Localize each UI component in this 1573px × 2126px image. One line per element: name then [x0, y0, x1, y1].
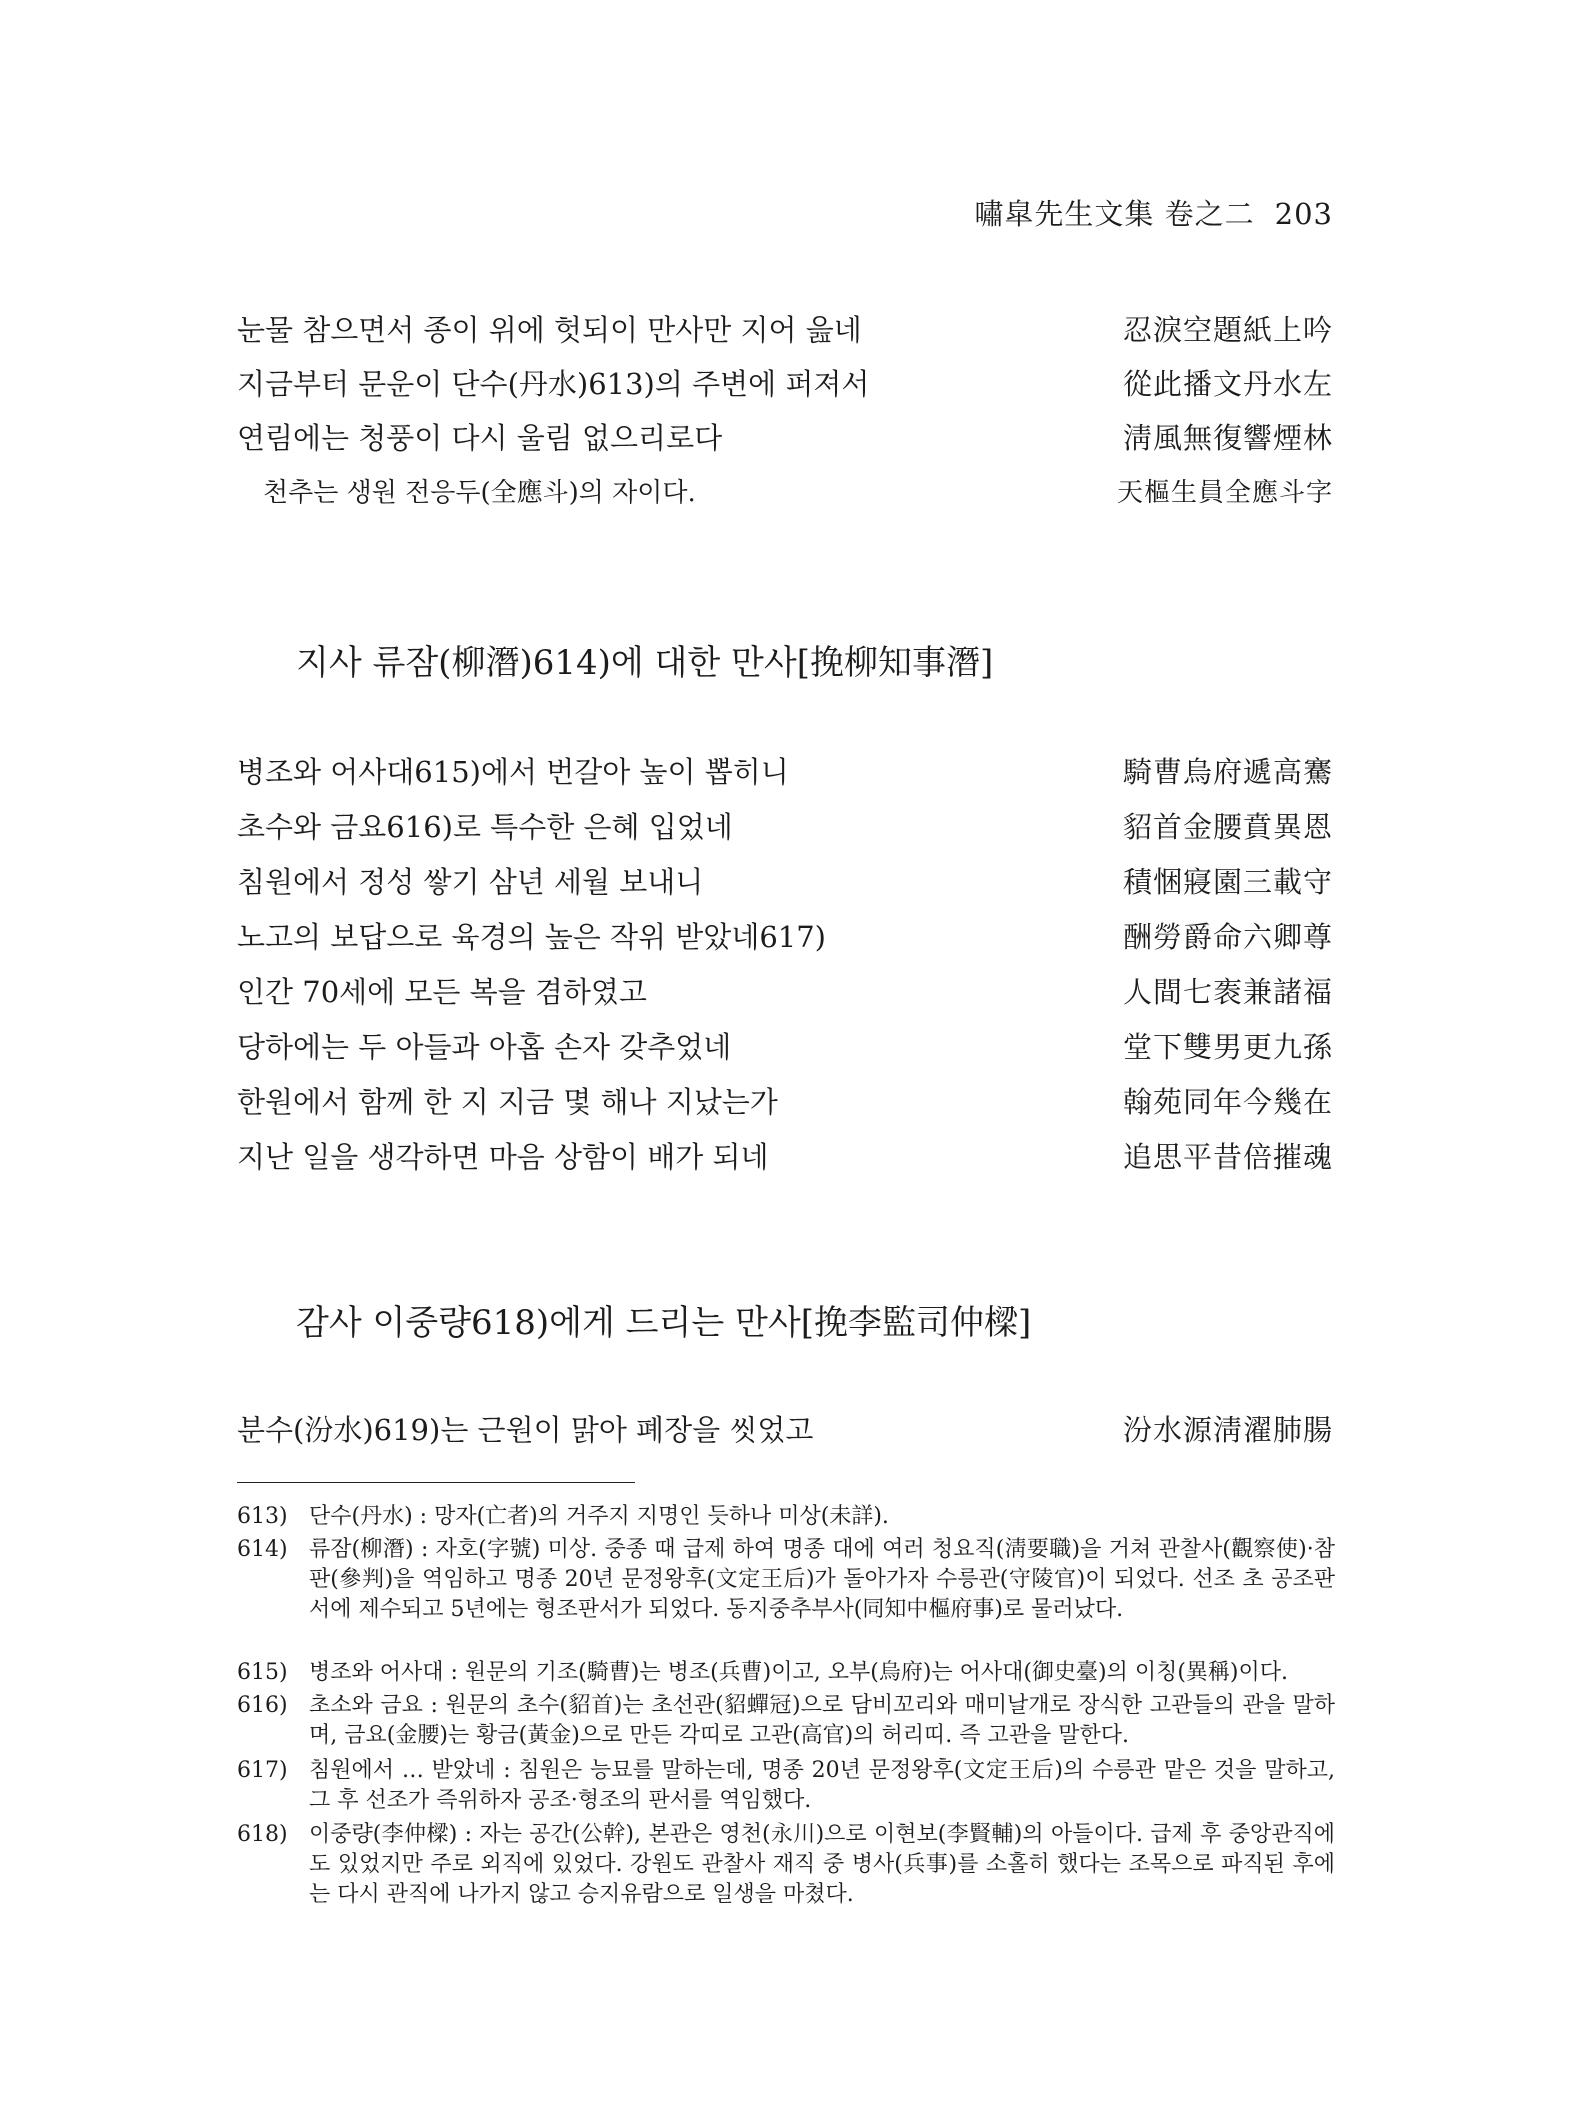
footnote-number: 614) — [237, 1537, 288, 1562]
poem-note — [237, 472, 1333, 518]
footnote-number: 618) — [237, 1822, 288, 1847]
footnote — [237, 1691, 1335, 1751]
hanja-verse: 從此播文丹水左 — [1122, 367, 1333, 401]
korean-verse: 침원에서 정성 쌓기 삼년 세월 보내니 — [237, 865, 704, 899]
hanja-verse: 人間七袠兼諸福 — [1122, 975, 1333, 1009]
poem-line — [237, 860, 1333, 906]
footnote-text: 이중량(李仲樑) : 자는 공간(公幹), 본관은 영천(永川)으로 이현보(李賢輔)의 아들이다. 급제 후 중앙관직에도 있었지만 주로 외직에 있었다. 강원도 관찰사 재직 중 병사(兵事)를 소홀히 했다는 조목으로 파직된 후에는 다시 관직에 나가지 않고 승지유람으로 일생을 마쳤다. — [309, 1822, 1335, 1907]
footnote-number: 616) — [237, 1693, 288, 1718]
footnote-text: 단수(丹水) : 망자(亡者)의 거주지 지명인 듯하나 미상(未詳). — [309, 1504, 889, 1529]
footnote — [237, 1535, 1335, 1625]
footnote — [237, 1820, 1335, 1910]
hanja-verse: 汾水源淸濯肺腸 — [1122, 1413, 1333, 1447]
footnote-text: 초소와 금요 : 원문의 초수(貂首)는 초선관(貂蟬冠)으로 담비꼬리와 매미날개로 장식한 고관들의 관을 말하며, 금요(金腰)는 황금(黃金)으로 만든 각띠로 고관(高官)의 허리띠. 즉 고관을 말한다. — [309, 1693, 1335, 1748]
korean-note: 천추는 생원 전응두(全應斗)의 자이다. — [263, 478, 696, 508]
korean-verse: 인간 70세에 모든 복을 겸하였고 — [237, 975, 647, 1009]
poem-line — [237, 1135, 1333, 1181]
poem-line — [237, 362, 1333, 408]
poem-line — [237, 915, 1333, 961]
footnote-text: 병조와 어사대 : 원문의 기조(騎曹)는 병조(兵曹)이고, 오부(烏府)는 어사대(御史臺)의 이칭(異稱)이다. — [309, 1660, 1288, 1685]
hanja-verse: 堂下雙男更九孫 — [1122, 1030, 1333, 1064]
korean-verse: 분수(汾水)619)는 근원이 맑아 폐장을 씻었고 — [237, 1413, 814, 1447]
footnote-text: 침원에서 … 받았네 : 침원은 능묘를 말하는데, 명종 20년 문정왕후(文定王后)의 수릉관 맡은 것을 말하고, 그 후 선조가 즉위하자 공조·형조의 판서를 역임했다. — [309, 1758, 1335, 1813]
poem-line — [237, 1080, 1333, 1126]
hanja-verse: 騎曹烏府遞高騫 — [1122, 755, 1333, 789]
korean-verse: 노고의 보답으로 육경의 높은 작위 받았네617) — [237, 920, 826, 954]
running-header — [974, 192, 1333, 233]
korean-verse: 한원에서 함께 한 지 지금 몇 해나 지났는가 — [237, 1085, 778, 1119]
hanja-verse: 翰苑同年今幾在 — [1122, 1085, 1333, 1119]
section-title: 감사 이중량618)에게 드리는 만사[挽李監司仲樑] — [296, 1303, 1032, 1343]
hanja-note: 天樞生員全應斗字 — [1116, 478, 1333, 508]
footnote — [237, 1756, 1335, 1816]
poem-line — [237, 750, 1333, 796]
poem-line — [237, 416, 1333, 462]
korean-verse: 연림에는 청풍이 다시 울림 없으리로다 — [237, 421, 723, 455]
poem-line — [237, 308, 1333, 354]
section-title: 지사 류잠(柳潛)614)에 대한 만사[挽柳知事潛] — [296, 643, 994, 683]
footnote-number: 615) — [237, 1660, 288, 1685]
korean-verse: 초수와 금요616)로 특수한 은혜 입었네 — [237, 810, 733, 844]
footnote-number: 613) — [237, 1504, 288, 1529]
footnote — [237, 1658, 1335, 1688]
page-number: 203 — [1274, 197, 1333, 231]
hanja-verse: 追思平昔倍摧魂 — [1122, 1140, 1333, 1174]
book-title: 嘯皐先生文集 卷之二 — [974, 197, 1255, 231]
hanja-verse: 忍淚空題紙上吟 — [1122, 313, 1333, 347]
hanja-verse: 淸風無復響煙林 — [1122, 421, 1333, 455]
poem-line — [237, 1025, 1333, 1071]
hanja-verse: 酬勞爵命六卿尊 — [1122, 920, 1333, 954]
poem-line — [237, 970, 1333, 1016]
korean-verse: 당하에는 두 아들과 아홉 손자 갖추었네 — [237, 1030, 732, 1064]
footnote-text: 류잠(柳潛) : 자호(字號) 미상. 중종 때 급제 하여 명종 대에 여러 청요직(淸要職)을 거쳐 관찰사(觀察使)·참판(參判)을 역임하고 명종 20년 문정왕후(文定王后)가 돌아가자 수릉관(守陵官)이 되었다. 선조 초 공조판서에 제수되고 5년에는 형조판서가 되었다. 동지중추부사(同知中樞府事)로 물러났다. — [309, 1537, 1335, 1622]
korean-verse: 눈물 참으면서 종이 위에 헛되이 만사만 지어 읊네 — [237, 313, 862, 347]
poem-line — [237, 1408, 1333, 1454]
footnote — [237, 1502, 1335, 1532]
korean-verse: 지난 일을 생각하면 마음 상함이 배가 되네 — [237, 1140, 769, 1174]
hanja-verse: 貂首金腰賁異恩 — [1122, 810, 1333, 844]
hanja-verse: 積悃寢園三載守 — [1122, 865, 1333, 899]
poem-line — [237, 805, 1333, 851]
footnote-number: 617) — [237, 1758, 288, 1783]
korean-verse: 지금부터 문운이 단수(丹水)613)의 주변에 퍼져서 — [237, 367, 870, 401]
korean-verse: 병조와 어사대615)에서 번갈아 높이 뽑히니 — [237, 755, 789, 789]
footnote-divider — [237, 1482, 635, 1483]
